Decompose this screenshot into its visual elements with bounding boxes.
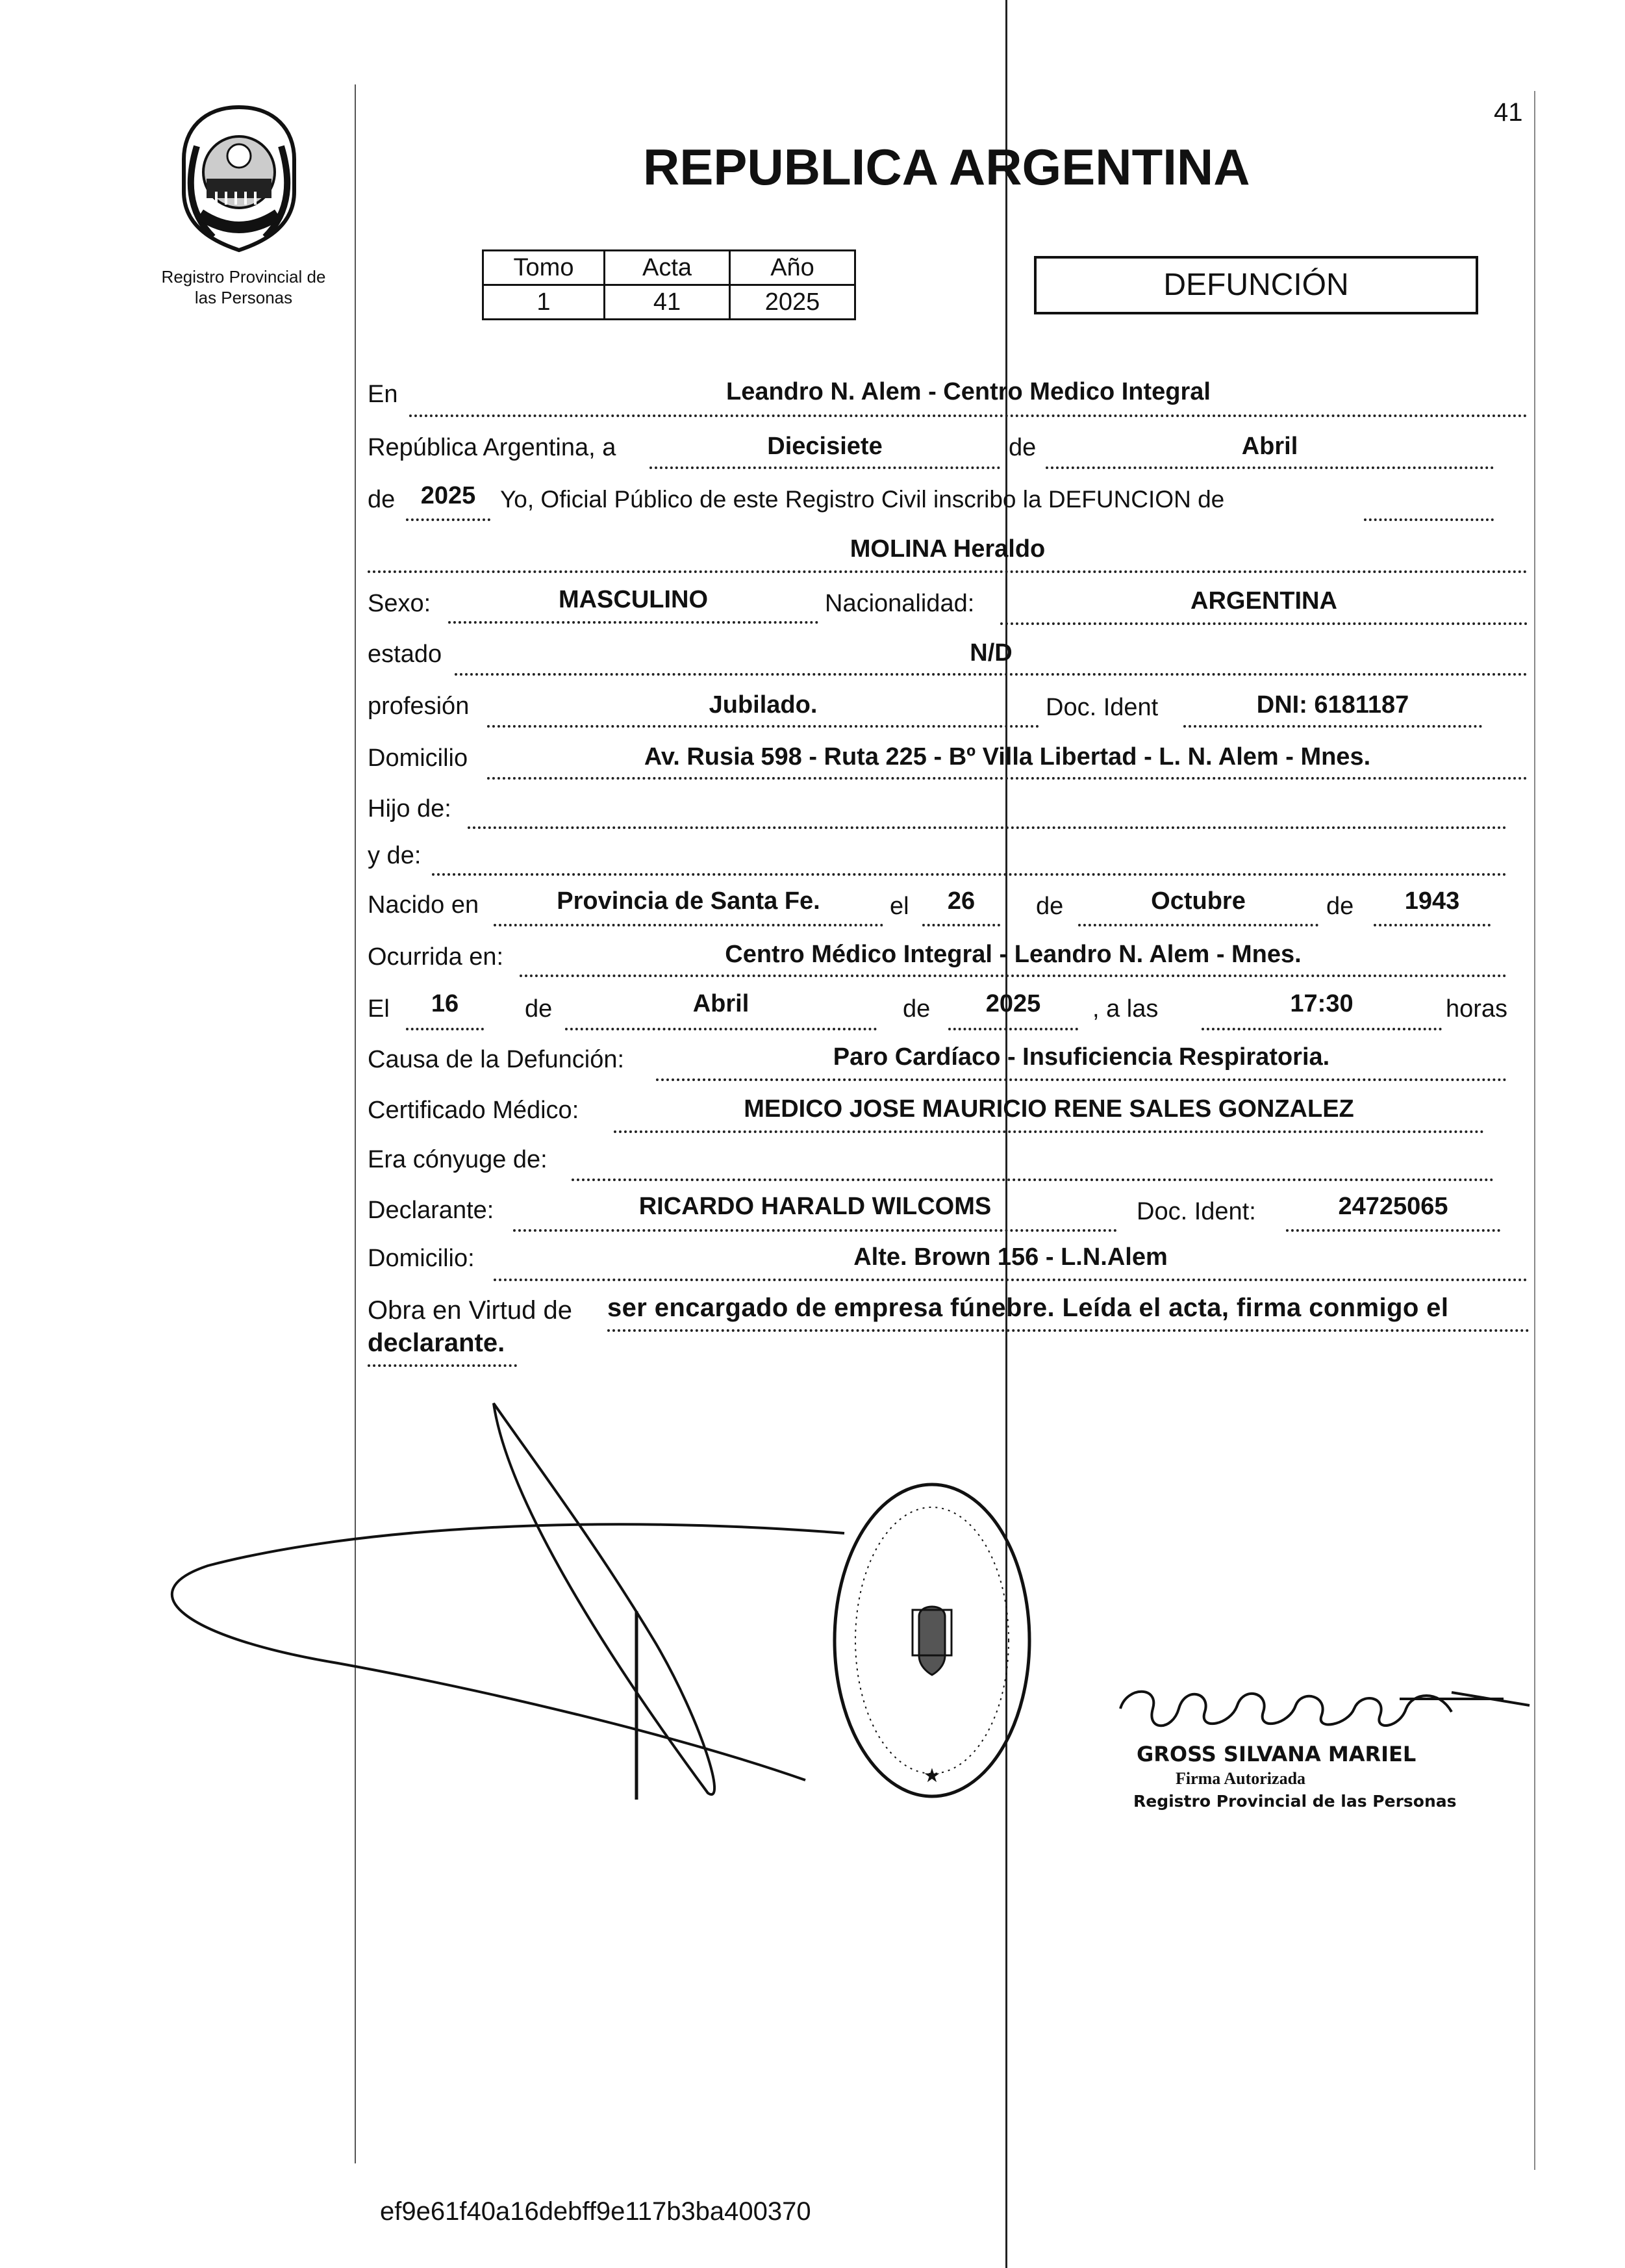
- label-obra-en: Obra en Virtud de: [368, 1296, 573, 1325]
- value-def-dia: 16: [431, 990, 459, 1017]
- authority-signature: [1114, 1679, 1543, 1738]
- value-nacionalidad: ARGENTINA: [1190, 587, 1337, 615]
- dotted-line: [409, 414, 1528, 417]
- label-declarante: Declarante:: [368, 1197, 494, 1224]
- label-de: de: [1009, 434, 1037, 461]
- value-declarante: RICARDO HARALD WILCOMS: [638, 1193, 992, 1220]
- doc-type-box: [1034, 256, 1478, 314]
- label-doc-ident: Doc. Ident:: [1137, 1198, 1256, 1225]
- dotted-line: [494, 1279, 1528, 1281]
- label-hijo-de: Hijo de:: [368, 795, 451, 822]
- authority-name: GROSS SILVANA MARIEL: [1137, 1742, 1417, 1766]
- value-decl-doc: 24725065: [1338, 1193, 1448, 1220]
- label-estado: estado: [368, 641, 442, 668]
- org-name-line2: las Personas: [194, 288, 293, 307]
- label-en: En: [368, 381, 398, 408]
- dotted-line: [487, 777, 1528, 780]
- document-hash: ef9e61f40a16debff9e117b3ba400370: [380, 2197, 811, 2226]
- dotted-line: [520, 975, 1507, 977]
- register-header-anio: Año: [730, 251, 855, 285]
- label-causa: Causa de la Defunción:: [368, 1046, 625, 1073]
- authority-org: Registro Provincial de las Personas: [1133, 1792, 1457, 1811]
- left-margin-line: [355, 84, 356, 2163]
- label-conyuge: Era cónyuge de:: [368, 1146, 548, 1173]
- dotted-line: [1286, 1229, 1500, 1232]
- dotted-line: [1000, 622, 1528, 625]
- label-de: de: [525, 995, 553, 1023]
- dotted-line: [406, 518, 490, 521]
- register-value-acta: 41: [605, 285, 730, 320]
- center-fold-line: [1005, 0, 1007, 2268]
- value-nacido-en: Provincia de Santa Fe.: [557, 887, 820, 915]
- dotted-line: [1078, 924, 1318, 926]
- value-def-anio: 2025: [985, 990, 1041, 1017]
- dotted-line: [1202, 1028, 1442, 1030]
- dotted-line: [565, 1028, 877, 1030]
- dotted-line: [494, 924, 883, 926]
- dotted-line: [1364, 518, 1494, 521]
- dotted-line: [649, 466, 1000, 469]
- org-name-line1: Registro Provincial de: [161, 267, 326, 287]
- dotted-line: [406, 1028, 484, 1030]
- label-doc-ident: Doc. Ident: [1046, 694, 1159, 721]
- dotted-line: [432, 873, 1507, 876]
- value-obra-line2: declarante.: [368, 1329, 505, 1357]
- value-dia-texto: Diecisiete: [767, 433, 883, 460]
- misiones-coat-of-arms-logo: [161, 101, 317, 257]
- dotted-line: [572, 1179, 1494, 1181]
- label-horas: horas: [1446, 995, 1508, 1023]
- register-table: [482, 249, 856, 320]
- svg-text:★: ★: [923, 1765, 941, 1787]
- value-certificado: MEDICO JOSE MAURICIO RENE SALES GONZALEZ: [744, 1095, 1354, 1123]
- register-value-anio: 2025: [730, 285, 855, 320]
- value-ocurrida-en: Centro Médico Integral - Leandro N. Alem - Mnes.: [725, 941, 1302, 968]
- label-a-las: , a las: [1092, 995, 1159, 1023]
- dotted-line: [455, 673, 1528, 676]
- value-def-mes: Abril: [692, 990, 750, 1017]
- value-sexo: MASCULINO: [558, 586, 709, 613]
- page-title: REPUBLICA ARGENTINA: [643, 138, 1250, 196]
- value-nac-dia: 26: [947, 887, 976, 915]
- dotted-line: [513, 1229, 1117, 1232]
- authority-role: Firma Autorizada: [1176, 1769, 1306, 1788]
- label-sexo: Sexo:: [368, 590, 431, 617]
- value-lugar: Leandro N. Alem - Centro Medico Integral: [725, 378, 1211, 405]
- value-mes: Abril: [1241, 433, 1298, 460]
- dotted-line: [368, 1364, 517, 1367]
- register-value-tomo: 1: [483, 285, 605, 320]
- label-domicilio-declarante: Domicilio:: [368, 1245, 475, 1272]
- dotted-line: [948, 1028, 1078, 1030]
- official-stamp: [831, 1480, 1033, 1802]
- label-nacido-en: Nacido en: [368, 891, 479, 919]
- label-de: de: [368, 486, 396, 513]
- value-dni: DNI: 6181187: [1256, 691, 1409, 719]
- page-number: 41: [1494, 98, 1523, 127]
- dotted-line: [368, 570, 1528, 573]
- label-el: el: [890, 893, 909, 920]
- label-El: El: [368, 995, 390, 1023]
- dotted-line: [448, 621, 818, 624]
- label-republica: República Argentina, a: [368, 434, 616, 461]
- dotted-line: [922, 924, 1000, 926]
- register-header-tomo: Tomo: [483, 251, 605, 285]
- declarant-signature: [143, 1397, 890, 1800]
- label-certificado: Certificado Médico:: [368, 1097, 579, 1124]
- value-nac-mes: Octubre: [1151, 887, 1246, 915]
- dotted-line: [607, 1329, 1530, 1332]
- label-yo-oficial: Yo, Oficial Público de este Registro Civil inscribo la DEFUNCION de: [500, 486, 1225, 513]
- value-fallecido: MOLINA Heraldo: [850, 535, 1046, 563]
- value-decl-domicilio: Alte. Brown 156 - L.N.Alem: [853, 1243, 1168, 1271]
- value-def-hora: 17:30: [1290, 990, 1354, 1017]
- doc-type-label: DEFUNCIÓN: [1163, 268, 1349, 302]
- label-de: de: [1326, 893, 1354, 920]
- dotted-line: [487, 725, 1039, 728]
- value-causa: Paro Cardíaco - Insuficiencia Respiratoria.: [833, 1043, 1330, 1071]
- dotted-line: [614, 1130, 1484, 1133]
- value-estado: N/D: [970, 639, 1013, 667]
- value-profesion: Jubilado.: [709, 691, 818, 719]
- label-domicilio: Domicilio: [368, 745, 468, 772]
- value-obra-line1: ser encargado de empresa fúnebre. Leída el acta, firma conmigo el: [607, 1293, 1449, 1322]
- label-de: de: [903, 995, 931, 1023]
- label-de: de: [1036, 893, 1064, 920]
- dotted-line: [656, 1078, 1507, 1081]
- register-header-acta: Acta: [605, 251, 730, 285]
- right-margin-line: [1534, 91, 1535, 2170]
- value-nac-anio: 1943: [1404, 887, 1460, 915]
- dotted-line: [1046, 466, 1494, 469]
- label-profesion: profesión: [368, 693, 470, 720]
- label-nacionalidad: Nacionalidad:: [825, 590, 975, 617]
- dotted-line: [1183, 725, 1482, 728]
- label-ocurrida-en: Ocurrida en:: [368, 943, 504, 971]
- dotted-line: [1374, 924, 1491, 926]
- dotted-line: [468, 826, 1507, 829]
- label-y-de: y de:: [368, 842, 422, 869]
- value-anio: 2025: [420, 482, 476, 509]
- value-domicilio: Av. Rusia 598 - Ruta 225 - Bº Villa Libertad - L. N. Alem - Mnes.: [644, 743, 1371, 771]
